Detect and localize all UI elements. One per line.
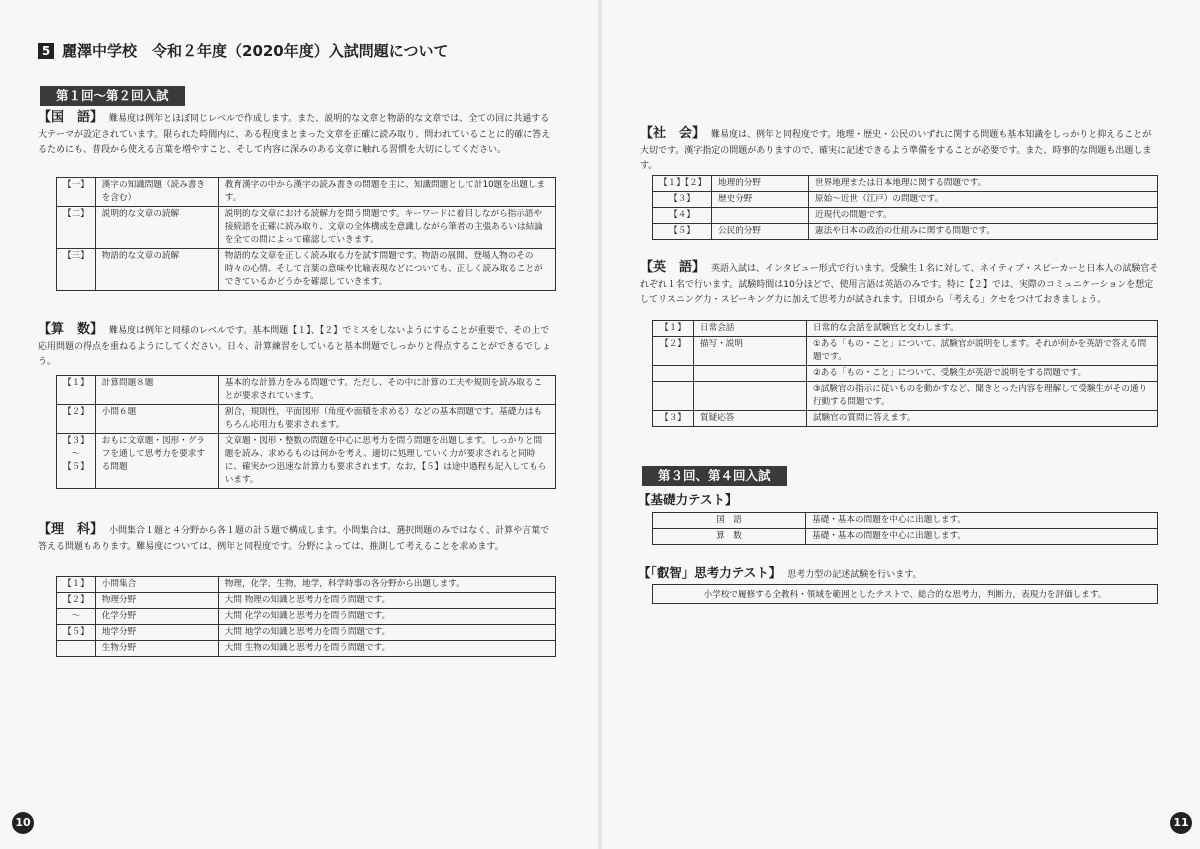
table-cell-description: 説明的な文章における読解力を問う問題です。キーワードに着目しながら指示語や接続語を正確に読み取り、文章の全体構成を意識しながら筆者の主張あるいは結論を全ての問によって確認していきます。	[218, 207, 555, 249]
table-row	[653, 382, 1158, 411]
sansu-text: 難易度は例年と同様のレベルです。基本問題【１】、【２】でミスをしないようにすることが重要で、その上で応用問題の得点を重ねるようにしてください。日々、計算練習をしていると基本問題でしっかりと得点することができるでしょう。	[38, 326, 551, 367]
table-cell-number	[653, 366, 694, 382]
rika-text: 小問集合１題と４分野から各１題の計５題で構成します。小問集合は、選択問題のみではなく、計算や言葉で答える問題もあります。難易度については、例年と同程度です。分野によっては、推測して考えることを求めます。	[38, 526, 550, 552]
table-row	[57, 609, 556, 625]
table-cell-number: 【４】	[653, 208, 712, 224]
sansu-table	[56, 375, 556, 489]
table-cell-number: 【３】 〜 【５】	[57, 434, 96, 489]
kokugo-section	[38, 110, 556, 159]
table-cell-description: 割合，規則性，平面図形（角度や面積を求める）などの基本問題です。基礎力はもちろん応用力も要求されます。	[218, 405, 555, 434]
table-cell-category: 地理的分野	[712, 176, 809, 192]
table-row	[57, 434, 556, 489]
table-cell-category	[712, 208, 809, 224]
eichi-note: 思考力型の記述試験を行います。	[787, 570, 922, 580]
table-row	[653, 192, 1158, 208]
table-cell-category: 計算問題８題	[95, 376, 218, 405]
table-row	[653, 366, 1158, 382]
eigo-table	[652, 320, 1158, 427]
table-cell-category: 日常会話	[694, 321, 807, 337]
exam-round-band-2: 第３回、第４回入試	[642, 466, 787, 486]
title-text: 麗澤中学校 令和２年度（2020年度）入試問題について	[62, 42, 449, 60]
table-cell-number: 【３】	[653, 411, 694, 427]
table-cell-description: 近現代の問題です。	[809, 208, 1158, 224]
table-cell-number	[57, 641, 96, 657]
table-cell-category: 歴史分野	[712, 192, 809, 208]
eichi-heading: 【「叡智」思考力テスト】	[638, 565, 782, 580]
shakai-section	[640, 126, 1160, 175]
kokugo-table	[56, 177, 556, 291]
table-cell-number: 【１】	[653, 321, 694, 337]
table-cell-description: 日常的な会話を試験官と交わします。	[807, 321, 1158, 337]
table-cell-number	[653, 382, 694, 411]
table-cell-description: 憲法や日本の政治の仕組みに関する問題です。	[809, 224, 1158, 240]
table-cell-category: 漢字の知識問題（読み書きを含む）	[95, 178, 218, 207]
table-cell-description: 教育漢字の中から漢字の読み書きの問題を主に、知識問題として計10題を出題します。	[218, 178, 555, 207]
table-cell-description: 原始〜近世（江戸）の問題です。	[809, 192, 1158, 208]
table-row	[57, 593, 556, 609]
rika-heading: 【理 科】	[38, 522, 104, 537]
table-cell-description: ①ある「もの・こと」について、試験官が説明をします。それが何かを英語で答える問題です。	[807, 337, 1158, 366]
table-row	[57, 625, 556, 641]
shakai-table	[652, 175, 1158, 240]
table-row	[57, 376, 556, 405]
rika-table	[56, 576, 556, 657]
table-cell-category: 描写・説明	[694, 337, 807, 366]
table-cell-number: 【１】【２】	[653, 176, 712, 192]
table-cell-category: 小問６題	[95, 405, 218, 434]
table-cell-category	[694, 382, 807, 411]
table-cell-number: 【一】	[57, 178, 96, 207]
sansu-heading: 【算 数】	[38, 322, 104, 337]
table-cell-description: 基礎・基本の問題を中心に出題します。	[806, 513, 1158, 529]
page-number-left: 10	[12, 812, 34, 834]
page-title	[38, 40, 448, 61]
table-cell-category	[694, 366, 807, 382]
table-cell-category: 化学分野	[95, 609, 218, 625]
eichi-description-box: 小学校で履修する全教科・領域を範囲としたテストで、総合的な思考力，判断力，表現力を評価します。	[652, 584, 1158, 604]
table-cell-category: 小問集合	[95, 577, 218, 593]
table-cell-description: 文章題・図形・整数の問題を中心に思考力を問う問題を出題します。しっかりと問題を読み、求めるものは何かを考え、適切に処理していく力が要求されると同時に、確実かつ迅速な計算力も要求されます。なお，【５】は途中過程も記入してもらいます。	[218, 434, 555, 489]
sansu-section	[38, 322, 556, 371]
right-page	[602, 0, 1200, 849]
eichi-heading-row	[638, 563, 922, 581]
table-cell-number: 〜	[57, 609, 96, 625]
table-row	[653, 321, 1158, 337]
table-cell-number: 【２】	[653, 337, 694, 366]
table-cell-category: 物理分野	[95, 593, 218, 609]
table-cell-number: 【１】	[57, 376, 96, 405]
table-row	[57, 249, 556, 291]
table-cell-category: 質疑応答	[694, 411, 807, 427]
left-page	[0, 0, 598, 849]
table-row	[57, 405, 556, 434]
table-cell-number: 【５】	[57, 625, 96, 641]
table-cell-number: 【三】	[57, 249, 96, 291]
table-row	[653, 513, 1158, 529]
table-cell-description: 大問 生物の知識と思考力を問う問題です。	[218, 641, 555, 657]
eigo-text: 英語入試は、インタビュー形式で行います。受験生１名に対して、ネイティブ・スピーカーと日本人の試験官それぞれ１名で行います。試験時間は10分ほどで、使用言語は英語のみです。特に【２】では、実際のコミュニケーションを想定してリスニング力・スピーキング力に加えて思考力が試されます。日頃から「考える」クセをつけておきましょう。	[640, 264, 1159, 305]
table-cell-number: 【５】	[653, 224, 712, 240]
table-cell-description: ②ある「もの・こと」について、受験生が英語で説明をする問題です。	[807, 366, 1158, 382]
table-row	[57, 178, 556, 207]
kiso-heading: 【基礎力テスト】	[638, 492, 738, 507]
table-cell-description: 世界地理または日本地理に関する問題です。	[809, 176, 1158, 192]
shakai-heading: 【社 会】	[640, 126, 706, 141]
table-cell-number: 【２】	[57, 593, 96, 609]
table-cell-category: 説明的な文章の読解	[95, 207, 218, 249]
table-cell-description: 大問 物理の知識と思考力を問う問題です。	[218, 593, 555, 609]
table-row	[653, 337, 1158, 366]
table-cell-category: 生物分野	[95, 641, 218, 657]
table-cell-description: 基礎・基本の問題を中心に出題します。	[806, 529, 1158, 545]
table-row	[57, 207, 556, 249]
table-row	[57, 641, 556, 657]
table-cell-category: 公民的分野	[712, 224, 809, 240]
table-cell-description: 試験官の質問に答えます。	[807, 411, 1158, 427]
table-cell-number: 【二】	[57, 207, 96, 249]
eigo-heading: 【英 語】	[640, 260, 706, 275]
kiso-table	[652, 512, 1158, 545]
table-row	[653, 411, 1158, 427]
table-row	[653, 176, 1158, 192]
table-cell-description: 物理，化学，生物，地学，科学時事の各分野から出題します。	[218, 577, 555, 593]
page-number-right: 11	[1170, 812, 1192, 834]
table-row	[653, 208, 1158, 224]
table-cell-description: ③試験官の指示に従いものを動かすなど、聞きとった内容を理解して受験生がその通り行動する問題です。	[807, 382, 1158, 411]
table-row	[57, 577, 556, 593]
table-cell-description: 基本的な計算力をみる問題です。ただし、その中に計算の工夫や規則を読み取ることが要求されています。	[218, 376, 555, 405]
exam-round-band-1: 第１回〜第２回入試	[40, 86, 185, 106]
table-cell-description: 物語的な文章を正しく読み取る力を試す問題です。物語の展開、登場人物のその時々の心情、そして言葉の意味や比喩表現などについても、正しく読み取ることができているかどうかを確認していきます。	[218, 249, 555, 291]
table-cell-subject: 国 語	[653, 513, 806, 529]
table-row	[653, 224, 1158, 240]
table-cell-number: 【２】	[57, 405, 96, 434]
table-cell-number: 【３】	[653, 192, 712, 208]
shakai-text: 難易度は、例年と同程度です。地理・歴史・公民のいずれに関する問題も基本知識をしっかりと抑えることが大切です。漢字指定の問題がありますので、確実に記述できるよう準備をすることが必要です。また、時事的な問題も出題します。	[640, 130, 1152, 171]
section-number-badge: 5	[38, 43, 54, 59]
table-row	[653, 529, 1158, 545]
table-cell-description: 大問 地学の知識と思考力を問う問題です。	[218, 625, 555, 641]
kokugo-text: 難易度は例年とほぼ同じレベルで作成します。また、説明的な文章と物語的な文章では、全ての回に共通する大テーマが設定されています。限られた時間内に、ある程度まとまった文章を正確に読み取り、問われていることに的確に答えるためにも、普段から使える言葉を増やすこと、そして内容に深みのある文章に触れる習慣を大切にしてください。	[38, 114, 551, 155]
rika-section	[38, 522, 556, 555]
table-cell-category: 物語的な文章の読解	[95, 249, 218, 291]
table-cell-category: おもに文章題・図形・グラフを通して思考力を要求する問題	[95, 434, 218, 489]
table-cell-description: 大問 化学の知識と思考力を問う問題です。	[218, 609, 555, 625]
kokugo-heading: 【国 語】	[38, 110, 104, 125]
eigo-section	[640, 260, 1160, 309]
table-cell-subject: 算 数	[653, 529, 806, 545]
table-cell-category: 地学分野	[95, 625, 218, 641]
table-cell-number: 【１】	[57, 577, 96, 593]
